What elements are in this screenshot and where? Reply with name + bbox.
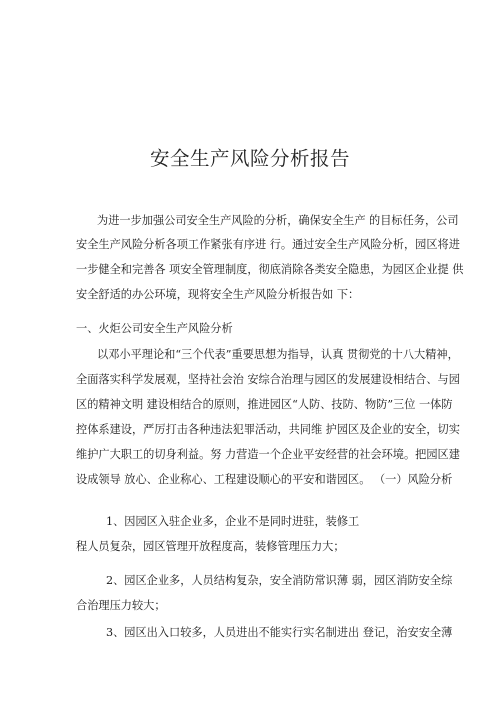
- section-heading: 一、火炬公司安全生产风险分析: [76, 322, 233, 335]
- paragraph-line: 维护广大职工的切身利益。努 力营造一个企业平安经营的社会环境。把园区建: [76, 448, 460, 461]
- list-item-line: 程人员复杂，园区管理开放程度高，装修管理压力大；: [76, 540, 345, 553]
- paragraph-line: 安全舒适的办公环境，现将安全生产风险分析报告如 下：: [76, 288, 360, 301]
- page-title: 安全生产风险分析报告: [149, 147, 350, 170]
- paragraph-line: 设成领导 放心、企业称心、工程建设顺心的平安和谐园区。 （一）风险分析: [76, 473, 453, 486]
- list-item-line: 合治理压力较大；: [76, 599, 166, 612]
- list-item-line: 2、园区企业多，人员结构复杂，安全消防常识薄 弱，园区消防安全综: [106, 574, 453, 587]
- paragraph-line: 一步健全和完善各 项安全管理制度，彻底消除各类安全隐患，为园区企业提 供: [76, 263, 464, 276]
- paragraph-line: 全面落实科学发展观，坚持社会治 安综合治理与园区的发展建设相结合、与园: [76, 373, 460, 386]
- list-item-line: 3、园区出入口较多，人员进出不能实行实名制进出 登记，治安安全薄: [106, 626, 453, 639]
- paragraph-line: 安全生产风险分析各项工作紧张有序进 行。通过安全生产风险分析，园区将进: [76, 238, 460, 251]
- paragraph-line: 为进一步加强公司安全生产风险的分析，确保安全生产 的目标任务，公司: [97, 214, 459, 227]
- paragraph-line: 区的精神文明 建设相结合的原则，推进园区“人防、技防、物防”三位 一体防: [76, 398, 453, 411]
- paragraph-line: 控体系建设，严厉打击各种违法犯罪活动，共同维 护园区及企业的安全，切实: [76, 423, 460, 436]
- list-item-line: 1、因园区入驻企业多，企业不是同时进驻，装修工: [106, 515, 360, 528]
- paragraph-line: 以邓小平理论和“三个代表”重要思想为指导，认真 贯彻党的十八大精神，: [97, 348, 459, 361]
